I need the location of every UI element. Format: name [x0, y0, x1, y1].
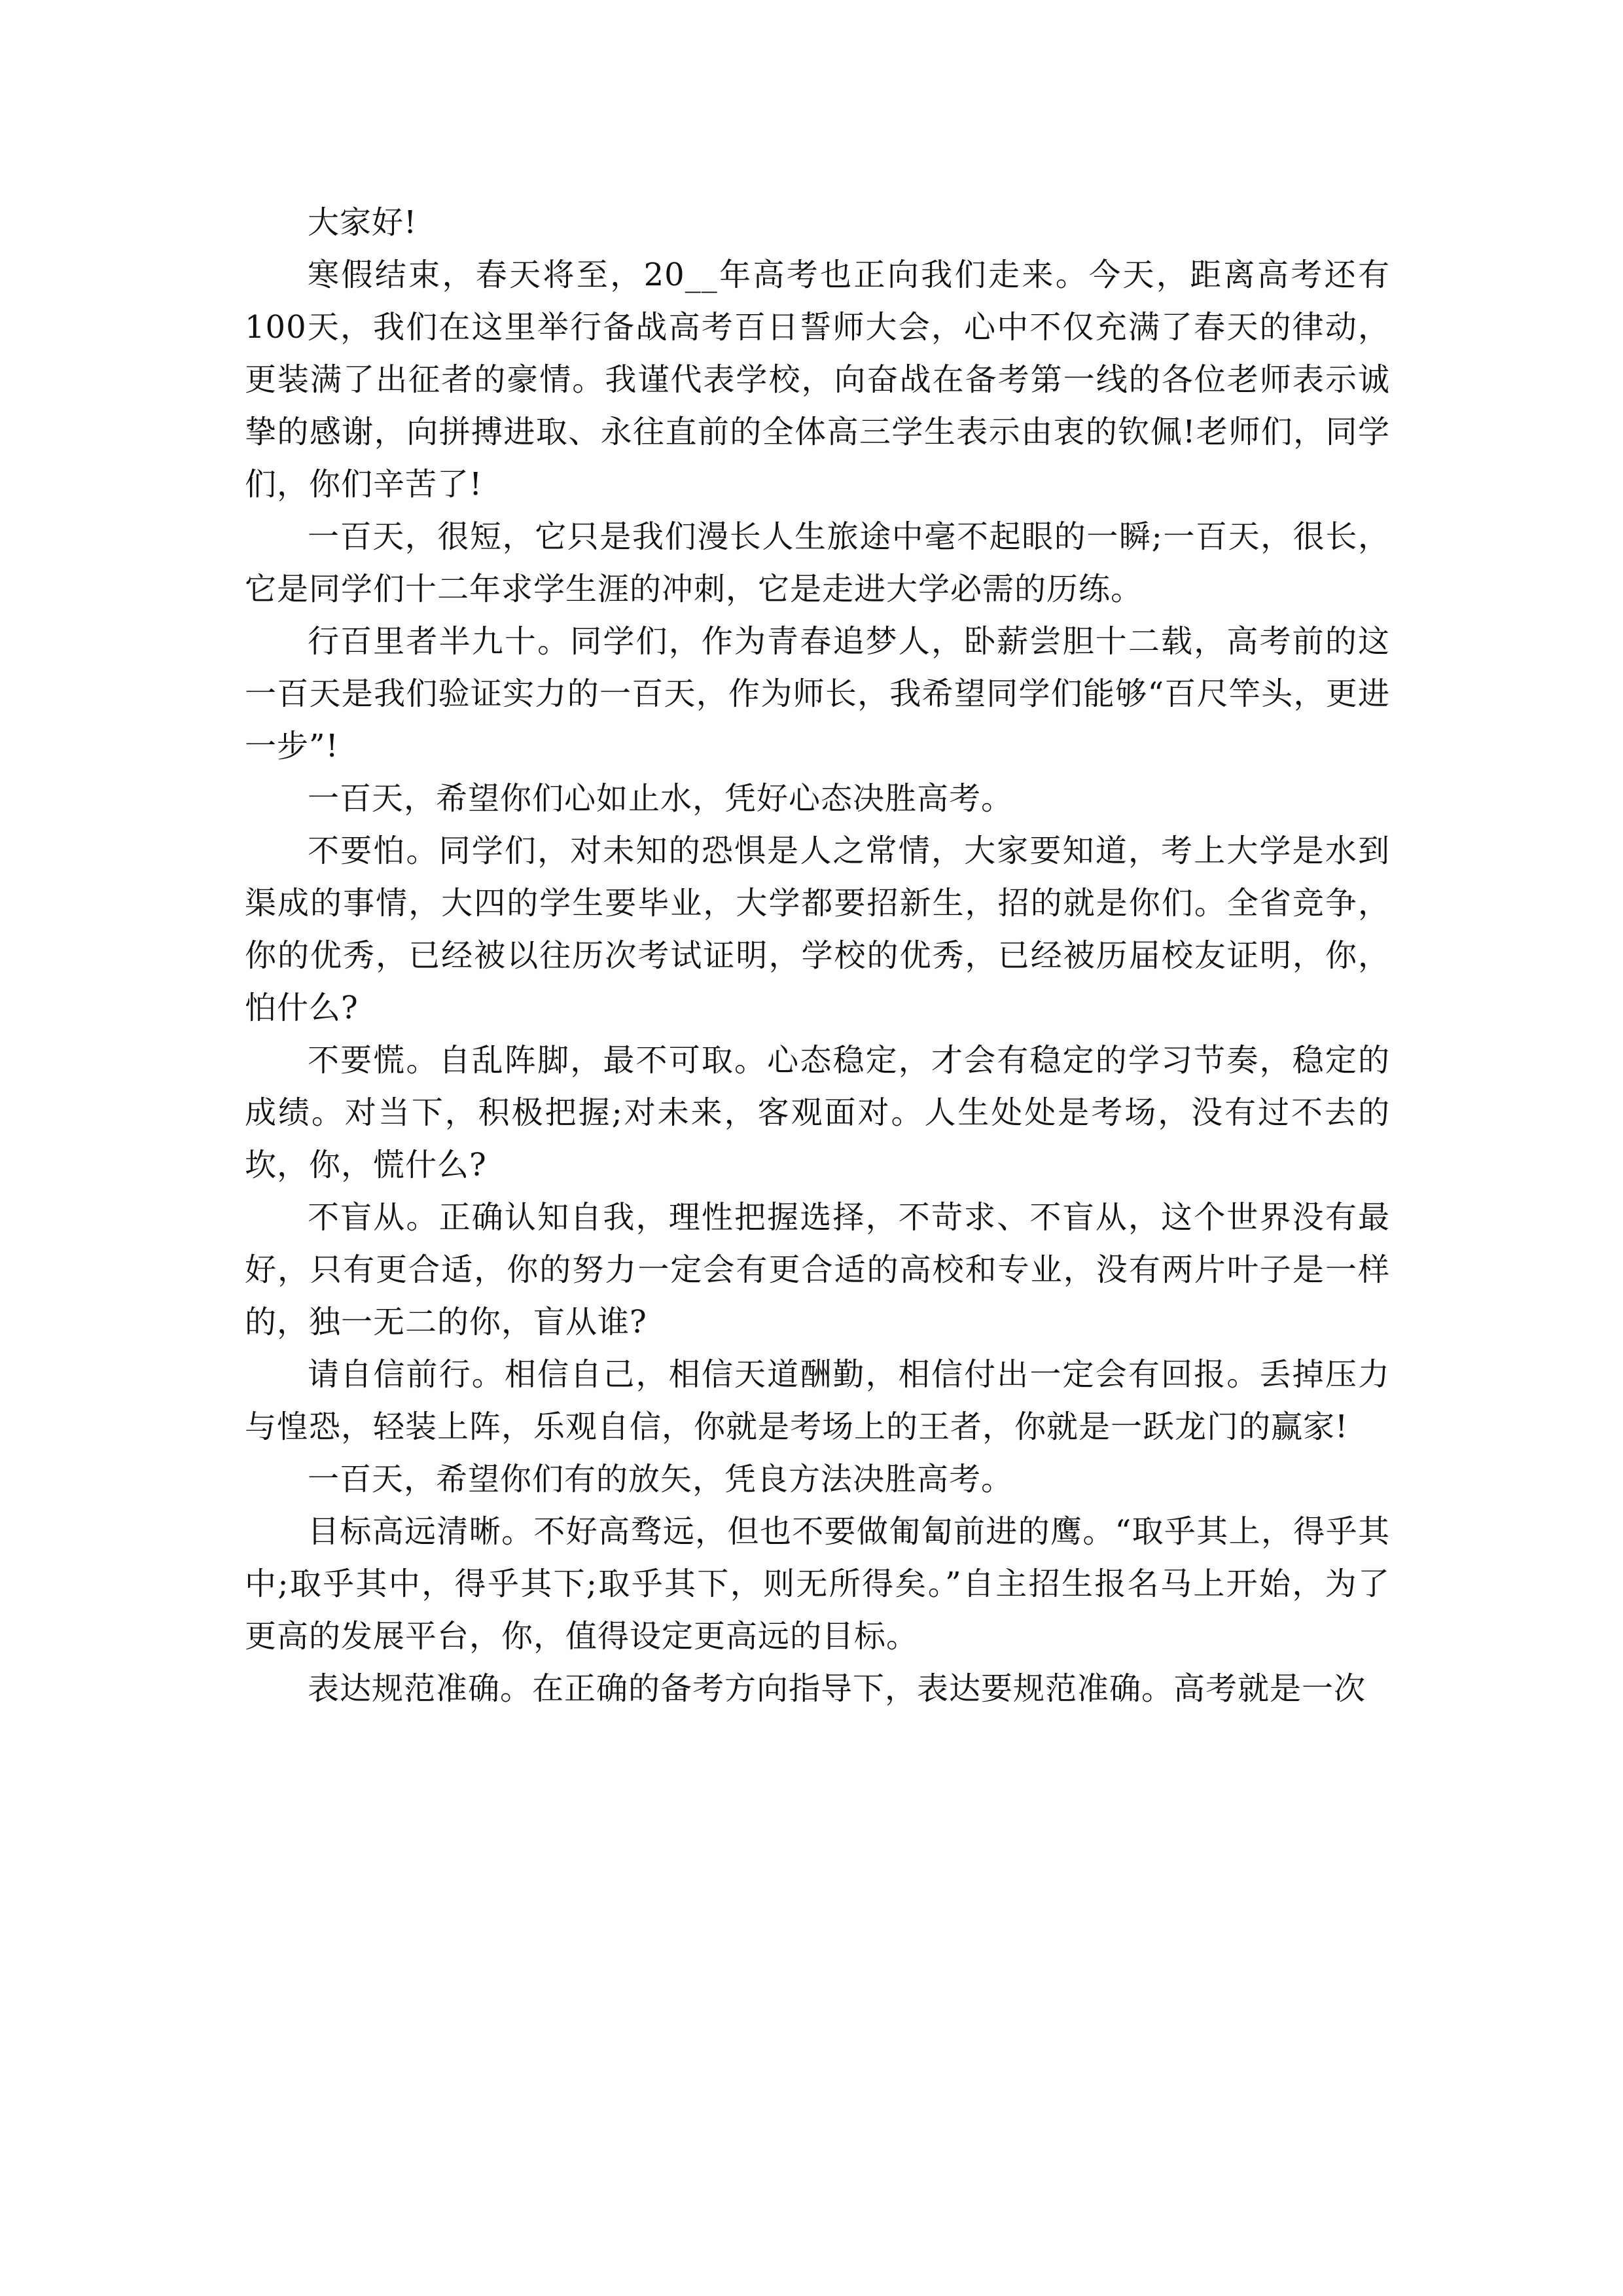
paragraph-ninety-of-hundred: 行百里者半九十。同学们，作为青春追梦人，卧薪尝胆十二载，高考前的这一百天是我们验证实力的一百天，作为师长，我希望同学们能够“百尺竿头，更进一步”!: [245, 623, 1390, 764]
paragraph-opening: 寒假结束，春天将至，20__年高考也正向我们走来。今天，距离高考还有100天，我们在这里举行备战高考百日誓师大会，心中不仅充满了春天的律动，更装满了出征者的豪情。我谨代表学校，向奋战在备考第一线的各位老师表示诚挚的感谢，向拼搏进取、永往直前的全体高三学生表示由衷的钦佩!老师们，同学们，你们辛苦了!: [245, 257, 1390, 503]
paragraph-heading-method: 一百天，希望你们有的放矢，凭良方法决胜高考。: [308, 1461, 1014, 1498]
paragraph-greeting: 大家好!: [308, 204, 418, 241]
paragraph-accurate-expression: 表达规范准确。在正确的备考方向指导下，表达要规范准确。高考就是一次: [308, 1670, 1366, 1707]
paragraph-be-confident: 请自信前行。相信自己，相信天道酬勤，相信付出一定会有回报。丢掉压力与惶恐，轻装上阵，乐观自信，你就是考场上的王者，你就是一跃龙门的赢家!: [245, 1356, 1390, 1445]
paragraph-dont-follow-blindly: 不盲从。正确认知自我，理性把握选择，不苛求、不盲从，这个世界没有最好，只有更合适，你的努力一定会有更合适的高校和专业，没有两片叶子是一样的，独一无二的你，盲从谁?: [245, 1199, 1390, 1340]
paragraph-dont-fear: 不要怕。同学们，对未知的恐惧是人之常情，大家要知道，考上大学是水到渠成的事情，大四的学生要毕业，大学都要招新生，招的就是你们。全省竞争，你的优秀，已经被以往历次考试证明，学校的优秀，已经被历届校友证明，你，怕什么?: [245, 833, 1390, 1026]
paragraph-hundred-days: 一百天，很短，它只是我们漫长人生旅途中毫不起眼的一瞬;一百天，很长，它是同学们十二年求学生涯的冲刺，它是走进大学必需的历练。: [245, 518, 1390, 607]
paragraph-high-goals: 目标高远清晰。不好高骛远，但也不要做匍匐前进的鹰。“取乎其上，得乎其中;取乎其中，得乎其下;取乎其下，则无所得矣。”自主招生报名马上开始，为了更高的发展平台，你，值得设定更高远的目标。: [245, 1513, 1390, 1655]
paragraph-heading-mindset: 一百天，希望你们心如止水，凭好心态决胜高考。: [308, 780, 1014, 817]
paragraph-dont-panic: 不要慌。自乱阵脚，最不可取。心态稳定，才会有稳定的学习节奏，稳定的成绩。对当下，积极把握;对未来，客观面对。人生处处是考场，没有过不去的坎，你，慌什么?: [245, 1042, 1390, 1183]
speech-text-body: [245, 196, 1390, 1715]
